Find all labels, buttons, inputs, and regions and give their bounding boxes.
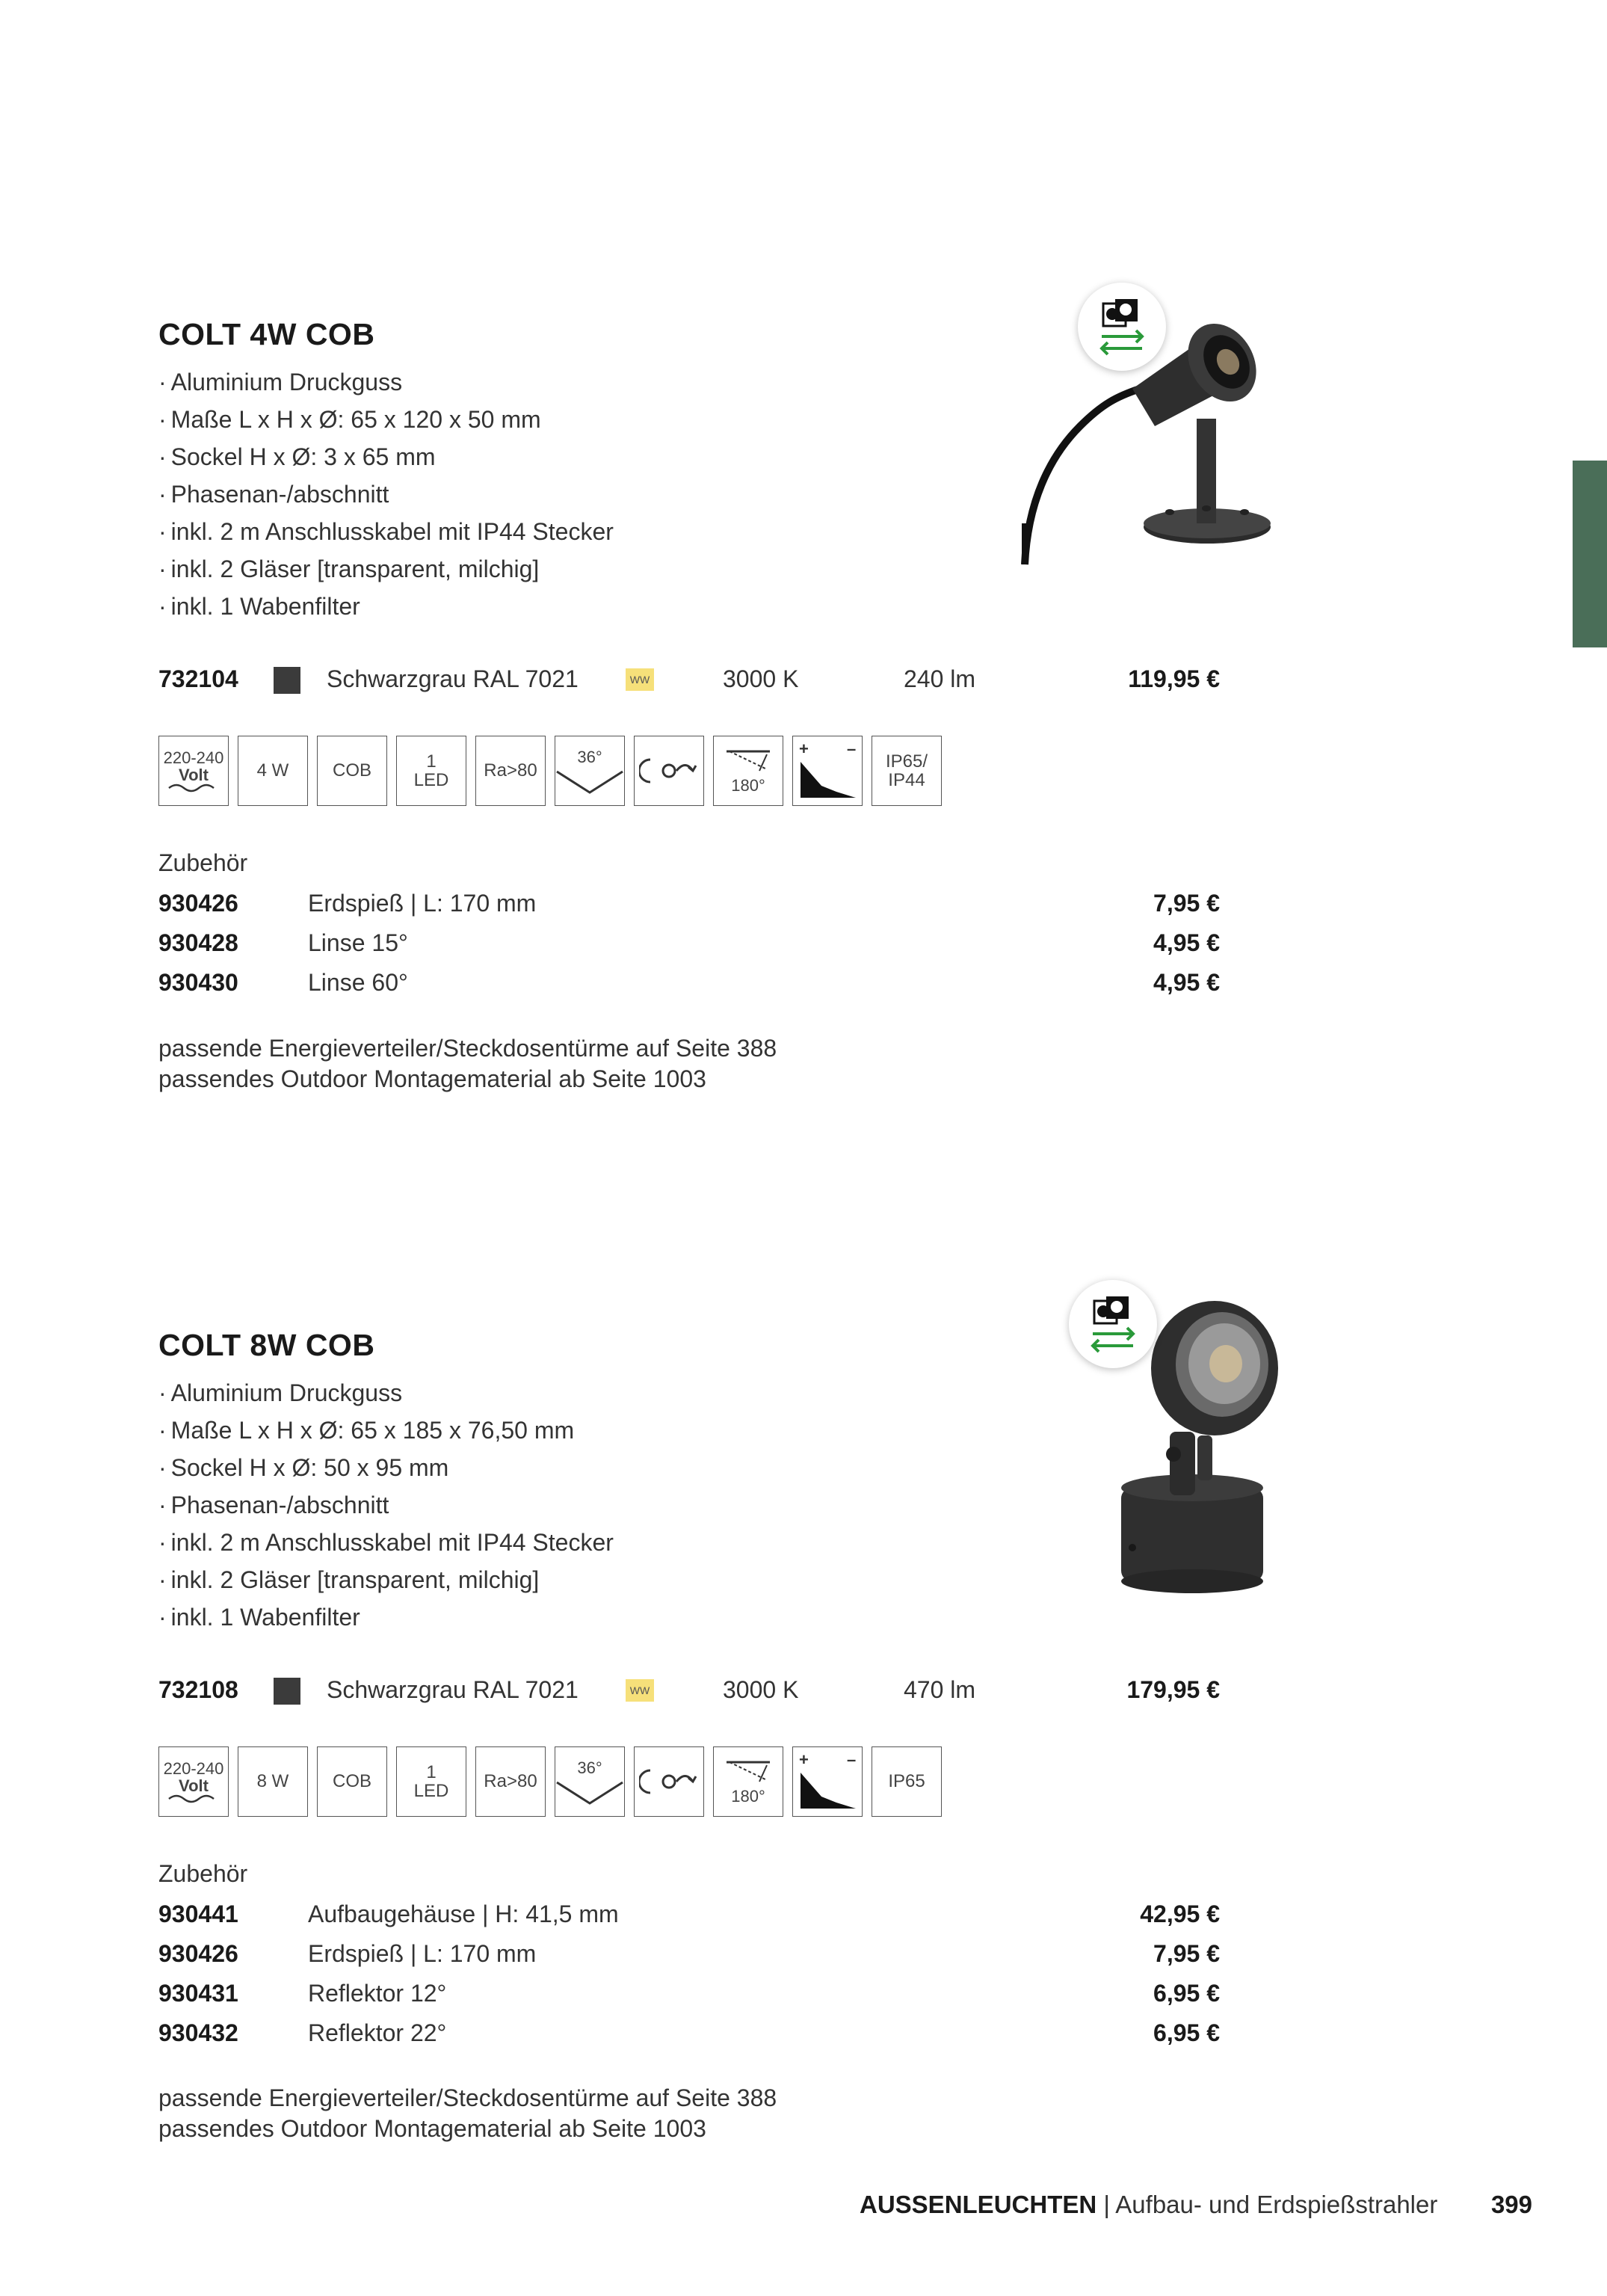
accessory-row [158,1980,1220,2013]
accessory-code: 930428 [158,929,238,956]
tilt-angle-value: 180° [731,1787,765,1806]
ip-rating-icon [872,1746,942,1817]
product-title: COLT 4W COB [158,317,375,351]
swap-lens-icon [1078,283,1166,371]
price: 179,95 € [1126,1676,1220,1703]
svg-text:+: + [799,1750,809,1769]
feature-item: · Maße L x H x Ø: 65 x 185 x 76,50 mm [158,1412,614,1449]
feature-item: · Aluminium Druckguss [158,363,614,401]
led-count: 1 [426,751,437,772]
page-footer [860,2191,1532,2219]
beam-angle-value: 36° [577,748,602,766]
cri-value: Ra>80 [484,1771,537,1792]
accessory-description: Reflektor 12° [308,1980,447,2007]
tilt-angle-icon [713,736,783,806]
spec-icons [158,1746,981,1818]
variant-row [158,1676,1220,1706]
accessory-description: Linse 60° [308,969,408,996]
feature-item: · Sockel H x Ø: 50 x 95 mm [158,1449,614,1486]
dimmable-icon [792,736,863,806]
feature-item: · Phasenan-/abschnitt [158,1486,614,1524]
section-color-tab [1573,461,1607,647]
feature-item: · inkl. 2 Gläser [transparent, milchig] [158,550,614,588]
accessory-code: 930430 [158,969,238,996]
feature-list [158,363,614,625]
feature-item: · inkl. 2 m Anschlusskabel mit IP44 Stecker [158,513,614,550]
led-count: 1 [426,1761,437,1782]
accessory-row [158,890,1220,923]
cob-label: COB [332,760,371,781]
accessories-heading: Zubehör [158,1860,248,1887]
svg-text:–: – [847,739,857,758]
accessory-code: 930441 [158,1900,238,1927]
voltage-unit: Volt [179,766,209,784]
beam-angle-value: 36° [577,1758,602,1777]
color-name: Schwarzgrau RAL 7021 [327,665,579,692]
cob-icon [317,1746,387,1817]
voltage-range: 220-240 [163,748,224,767]
interchangeable-glass-badge [1078,283,1166,371]
color-swatch [274,1678,300,1705]
feature-list [158,1374,614,1636]
accessory-description: Erdspieß | L: 170 mm [308,1940,537,1967]
feature-item: · Phasenan-/abschnitt [158,475,614,513]
accessory-description: Erdspieß | L: 170 mm [308,890,537,917]
wattage-value: 8 W [256,1771,289,1792]
page-number: 399 [1490,2191,1532,2218]
cob-icon [317,736,387,806]
voltage-unit: Volt [179,1776,209,1795]
product-title: COLT 8W COB [158,1328,375,1362]
wattage-icon [238,736,308,806]
voltage-icon [158,1746,229,1817]
rotation-icon [634,1746,704,1817]
accessory-price: 6,95 € [1153,1980,1220,2007]
beam-angle-graphic [555,766,624,795]
color-name: Schwarzgrau RAL 7021 [327,1676,579,1703]
article-number: 732108 [158,1676,238,1703]
reference-notes [158,2083,777,2144]
accessory-code: 930426 [158,1940,238,1967]
price: 119,95 € [1128,665,1220,692]
led-count-icon [396,1746,466,1817]
sine-wave-icon [167,1794,220,1803]
cri-icon [475,1746,546,1817]
cri-icon [475,736,546,806]
feature-item: · inkl. 1 Wabenfilter [158,588,614,625]
led-label: LED [413,770,449,790]
accessory-price: 4,95 € [1153,929,1220,956]
accessory-row [158,1900,1220,1933]
accessory-price: 7,95 € [1153,890,1220,917]
voltage-icon [158,736,229,806]
cob-label: COB [332,1771,371,1792]
tilt-angle-icon [713,1746,783,1817]
variant-row [158,665,1220,695]
beam-angle-icon [555,1746,625,1817]
feature-item: · inkl. 2 Gläser [transparent, milchig] [158,1561,614,1598]
feature-item: · Aluminium Druckguss [158,1374,614,1412]
accessory-price: 6,95 € [1153,2019,1220,2046]
cri-value: Ra>80 [484,760,537,781]
footer-subsection: Aufbau- und Erdspießstrahler [1115,2191,1438,2218]
note-line: passendes Outdoor Montagematerial ab Seite 1003 [158,1065,706,1092]
wattage-icon [238,1746,308,1817]
accessory-code: 930426 [158,890,238,917]
accessory-code: 930431 [158,1980,238,2007]
feature-item: · Maße L x H x Ø: 65 x 120 x 50 mm [158,401,614,438]
accessory-code: 930432 [158,2019,238,2046]
led-count-icon [396,736,466,806]
product-colt-8w [158,1328,1220,2150]
wattage-value: 4 W [256,760,289,781]
led-label: LED [413,1781,449,1801]
accessories-heading: Zubehör [158,849,248,876]
sine-wave-icon [167,784,220,792]
footer-section: AUSSENLEUCHTEN [860,2191,1097,2218]
ip-rating-value: IP65/ IP44 [885,751,928,790]
warm-white-badge: WW [626,668,654,691]
ip-rating-value: IP65 [888,1771,925,1792]
accessory-row [158,2019,1220,2052]
accessory-price: 4,95 € [1153,969,1220,996]
voltage-range: 220-240 [163,1758,224,1778]
interchangeable-glass-badge [1069,1280,1157,1368]
accessory-price: 42,95 € [1140,1900,1220,1927]
accessory-description: Reflektor 22° [308,2019,447,2046]
reference-notes [158,1033,777,1095]
accessory-price: 7,95 € [1153,1940,1220,1967]
note-line: passendes Outdoor Montagematerial ab Seite 1003 [158,2115,706,2142]
swap-lens-icon [1069,1280,1157,1368]
color-swatch [274,667,300,694]
tilt-angle-value: 180° [731,776,765,795]
article-number: 732104 [158,665,238,692]
feature-item: · inkl. 2 m Anschlusskabel mit IP44 Stecker [158,1524,614,1561]
svg-text:+: + [799,739,809,758]
feature-item: · inkl. 1 Wabenfilter [158,1598,614,1636]
accessory-description: Aufbaugehäuse | H: 41,5 mm [308,1900,619,1927]
accessory-description: Linse 15° [308,929,408,956]
svg-text:–: – [847,1750,857,1769]
ip-rating-icon [872,736,942,806]
color-temperature: 3000 K [723,1676,799,1703]
dimmable-icon [792,1746,863,1817]
note-line: passende Energieverteiler/Steckdosentürme auf Seite 388 [158,1035,777,1062]
feature-item: · Sockel H x Ø: 3 x 65 mm [158,438,614,475]
rotation-icon [634,736,704,806]
note-line: passende Energieverteiler/Steckdosentürme auf Seite 388 [158,2084,777,2111]
footer-separator: | [1096,2191,1116,2218]
accessory-row [158,929,1220,962]
beam-angle-graphic [555,1776,624,1806]
luminous-flux: 240 lm [904,665,976,692]
accessory-row [158,1940,1220,1973]
spec-icons [158,736,981,807]
color-temperature: 3000 K [723,665,799,692]
beam-angle-icon [555,736,625,806]
luminous-flux: 470 lm [904,1676,976,1703]
accessory-row [158,969,1220,1002]
warm-white-badge: WW [626,1679,654,1702]
